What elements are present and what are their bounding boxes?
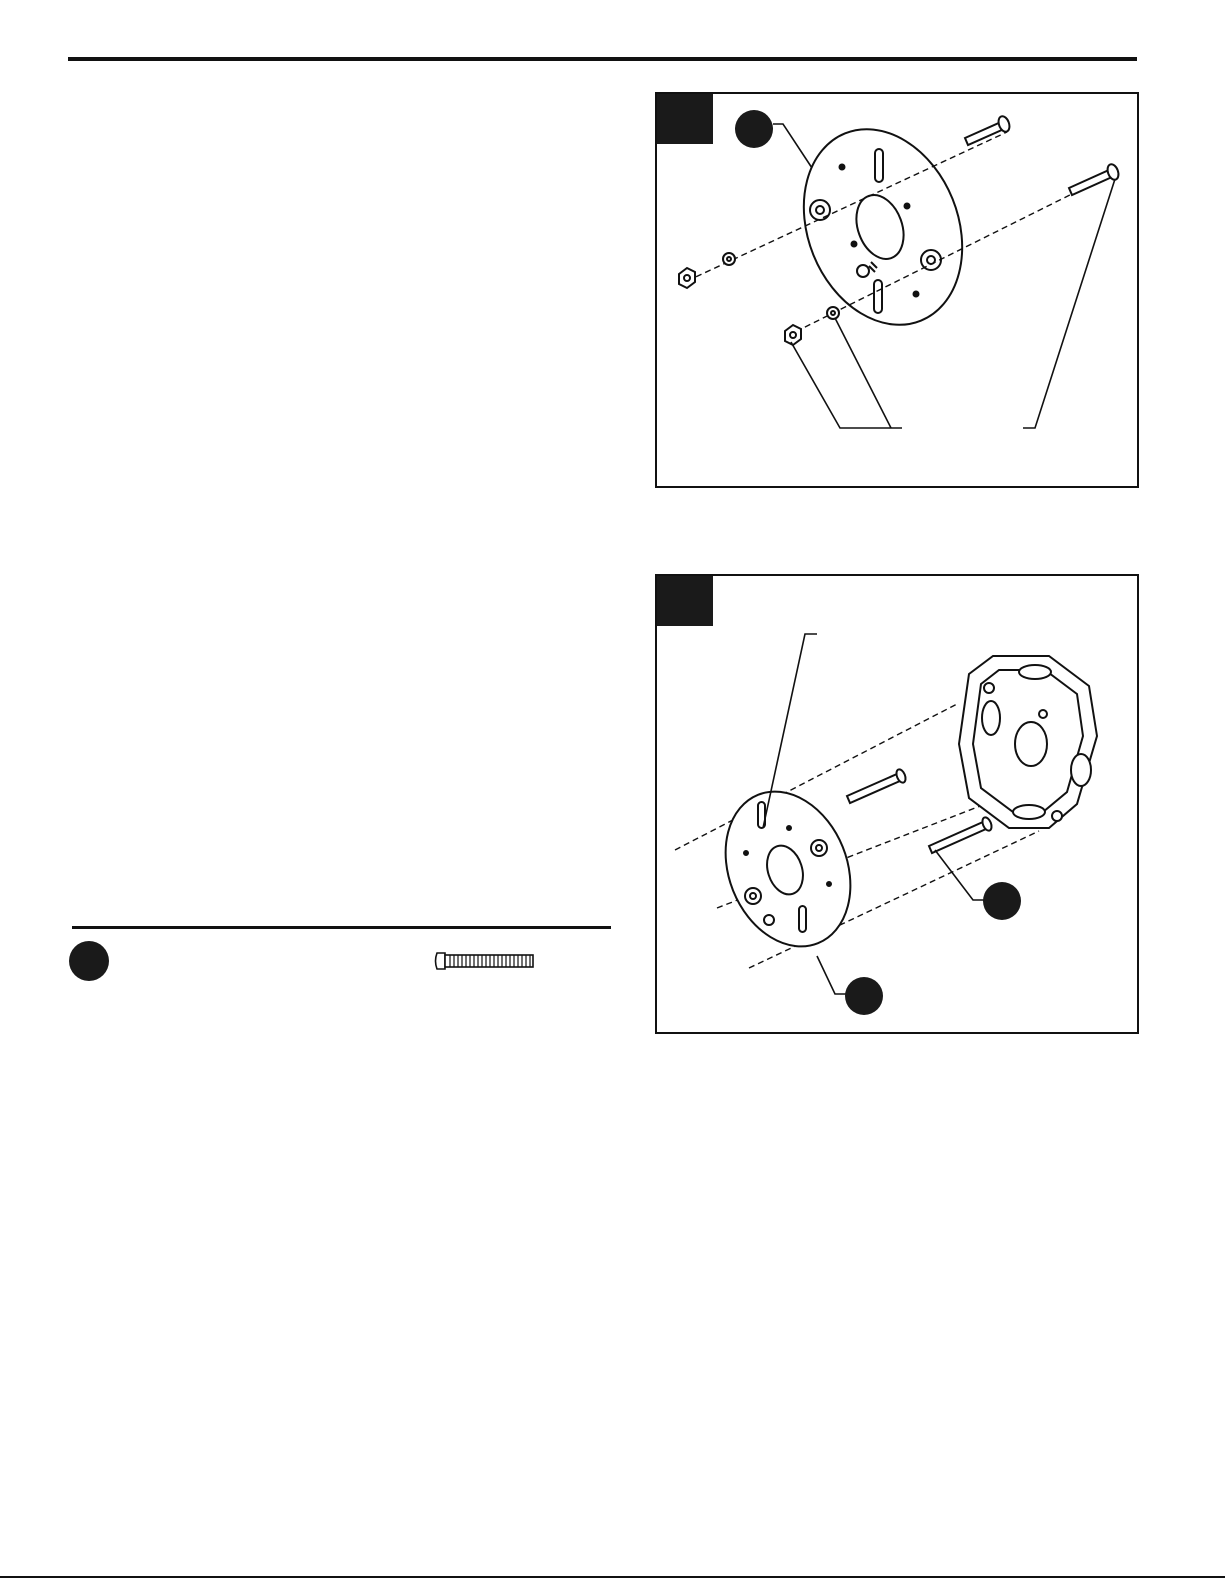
figure-mounting-plate-assembly	[655, 92, 1139, 488]
mounting-plate-exploded-view	[657, 94, 1137, 486]
hardware-rule	[72, 926, 611, 929]
figure-outlet-box-attachment	[655, 574, 1139, 1034]
part-bubble-icon	[69, 941, 109, 981]
part-callout-bubble	[845, 977, 883, 1015]
part-callout-bubble	[983, 882, 1021, 920]
footer-rule	[0, 1576, 1225, 1578]
machine-screw-icon	[433, 949, 537, 973]
outlet-box-exploded-view	[657, 576, 1137, 1032]
part-callout-bubble	[735, 110, 773, 148]
header-rule	[68, 57, 1137, 61]
